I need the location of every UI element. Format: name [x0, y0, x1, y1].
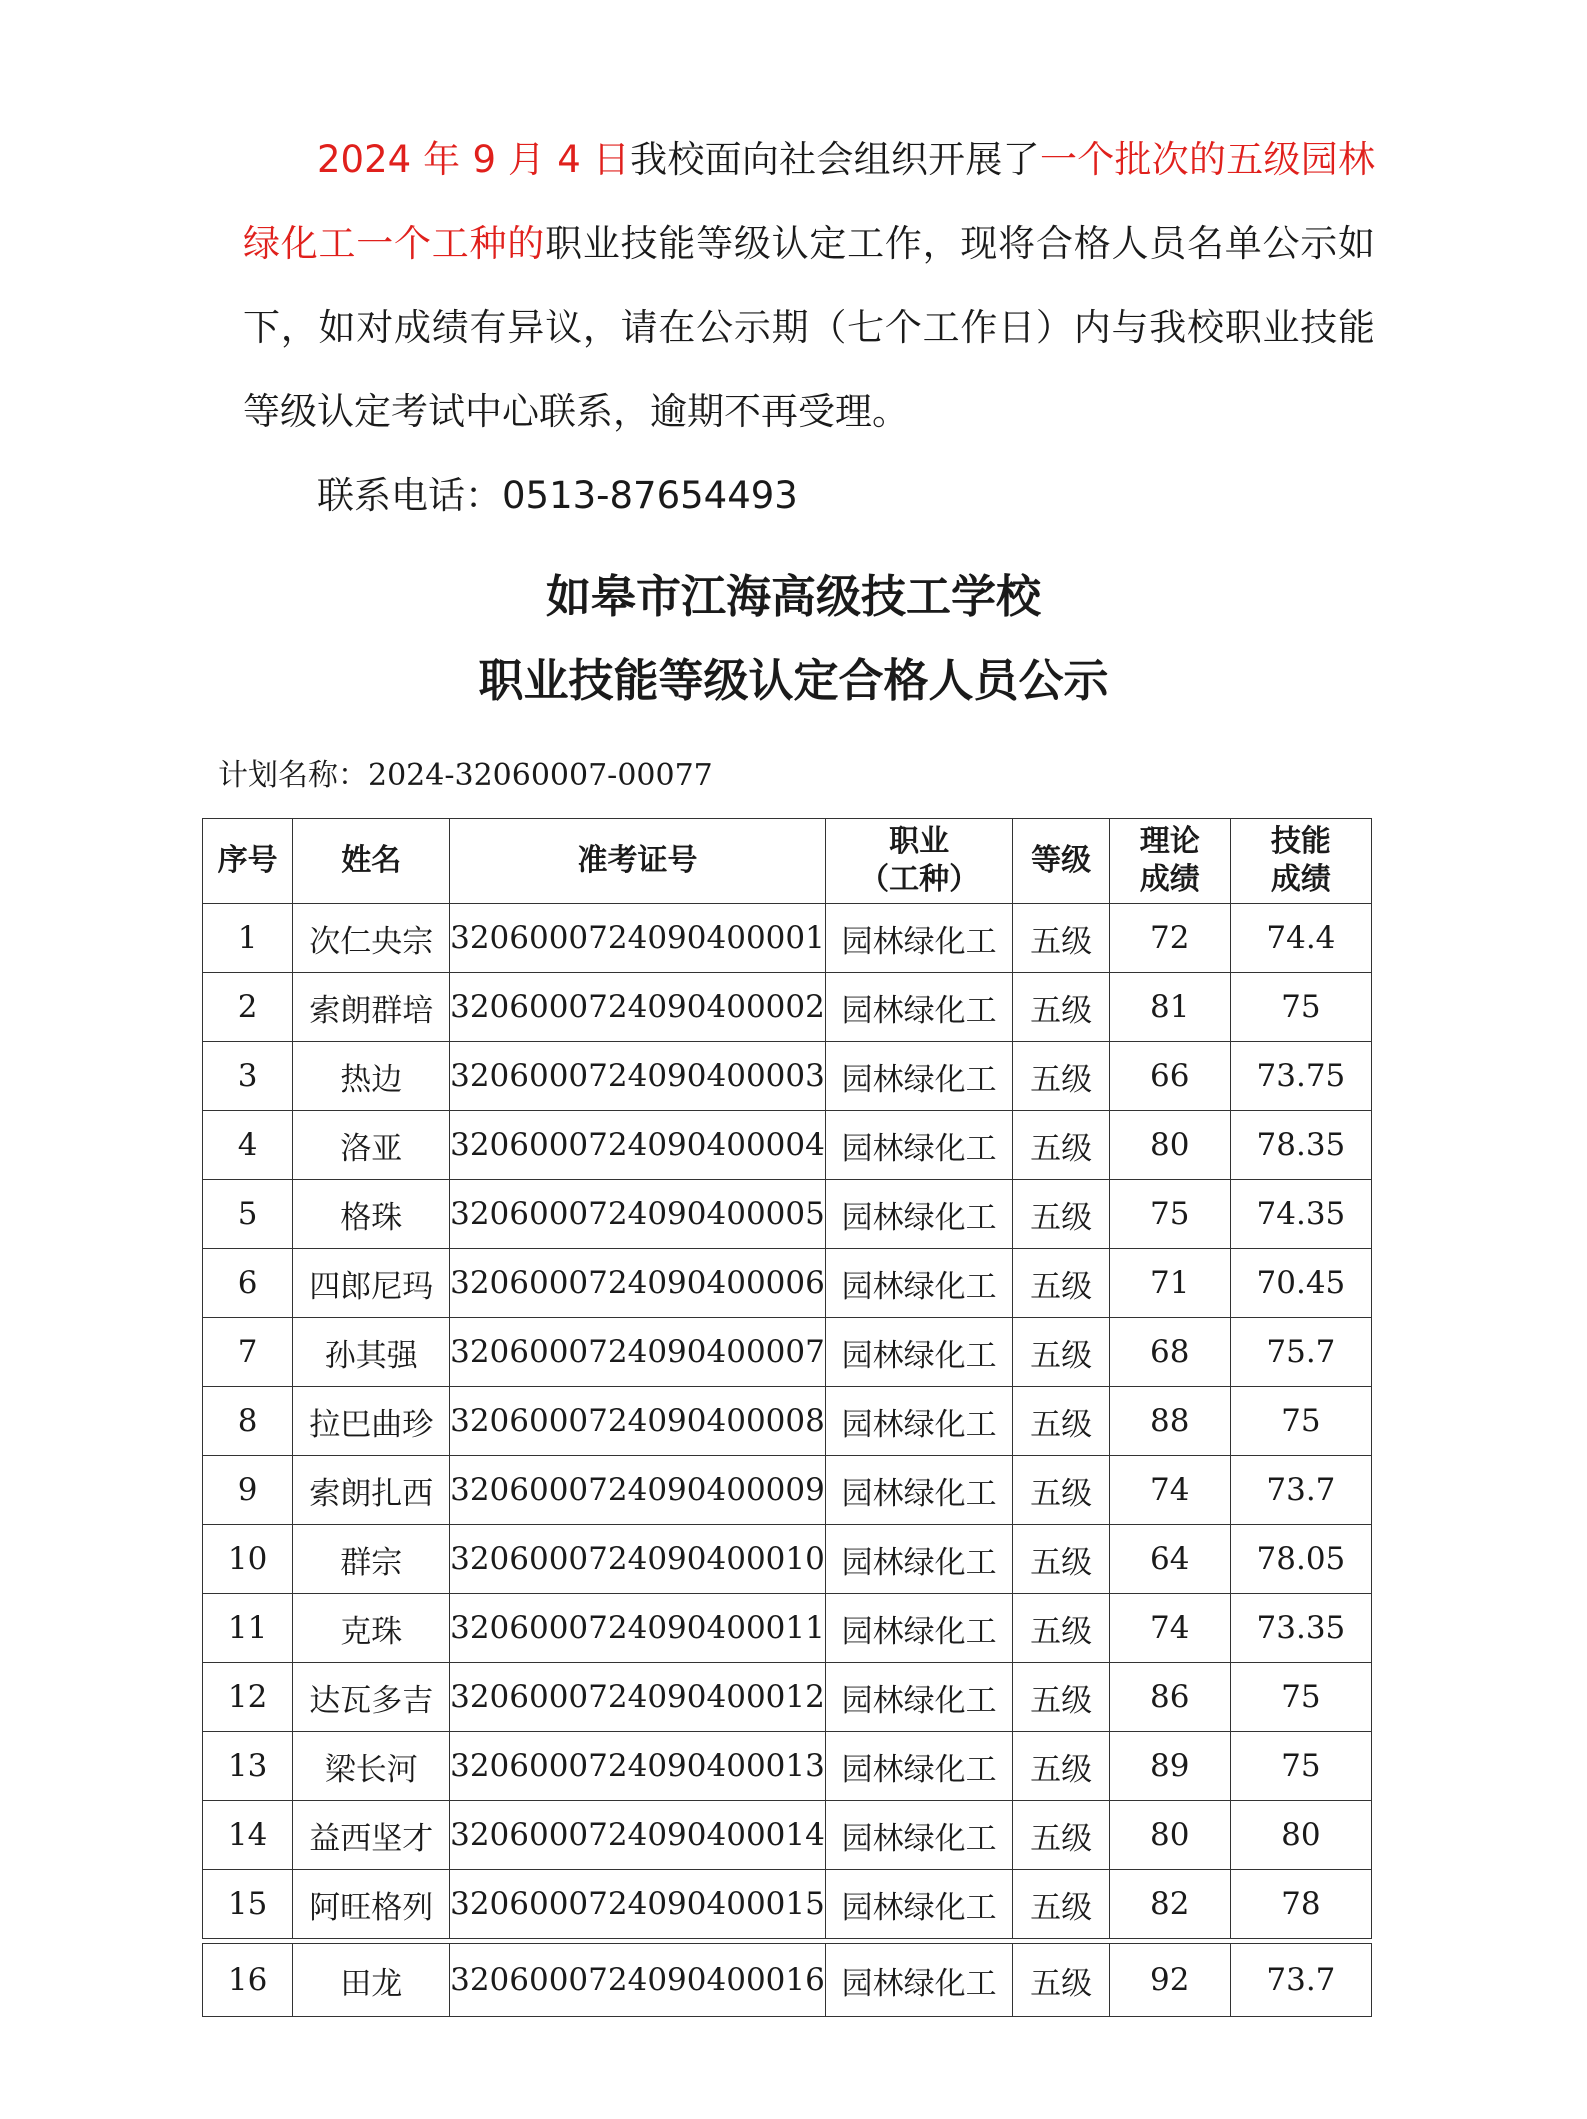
- cell-job: 园林绿化工: [825, 1732, 1013, 1801]
- cell-name: 克珠: [293, 1594, 450, 1663]
- cell-seq: 15: [203, 1870, 293, 1939]
- cell-ticket: 3206000724090400016: [450, 1944, 826, 2017]
- contact-phone: 0513-87654493: [502, 474, 798, 517]
- cell-level: 五级: [1013, 1318, 1109, 1387]
- cell-name: 热边: [293, 1042, 450, 1111]
- cell-job: 园林绿化工: [825, 904, 1013, 973]
- contact-line: [243, 454, 1375, 538]
- cell-ticket: 3206000724090400009: [450, 1456, 826, 1525]
- cell-seq: 4: [203, 1111, 293, 1180]
- table-row: [203, 904, 1372, 973]
- cell-ticket: 3206000724090400012: [450, 1663, 826, 1732]
- contact-label: 联系电话：: [317, 474, 502, 517]
- cell-job: 园林绿化工: [825, 1944, 1013, 2017]
- table-row: [203, 1594, 1372, 1663]
- cell-level: 五级: [1013, 1801, 1109, 1870]
- table-row: [203, 1456, 1372, 1525]
- table-row: [203, 1111, 1372, 1180]
- cell-ticket: 3206000724090400007: [450, 1318, 826, 1387]
- cell-seq: 2: [203, 973, 293, 1042]
- cell-level: 五级: [1013, 1042, 1109, 1111]
- cell-skill: 73.35: [1230, 1594, 1371, 1663]
- cell-ticket: 3206000724090400006: [450, 1249, 826, 1318]
- cell-job: 园林绿化工: [825, 1180, 1013, 1249]
- cell-name: 群宗: [293, 1525, 450, 1594]
- cell-level: 五级: [1013, 1870, 1109, 1939]
- cell-theory: 72: [1109, 904, 1230, 973]
- header-skill-line2: 成绩: [1270, 862, 1331, 897]
- table-row: [203, 1525, 1372, 1594]
- table-row: [203, 973, 1372, 1042]
- cell-theory: 81: [1109, 973, 1230, 1042]
- cell-ticket: 3206000724090400015: [450, 1870, 826, 1939]
- cell-skill: 75: [1230, 1732, 1371, 1801]
- cell-skill: 75.7: [1230, 1318, 1371, 1387]
- table-row: [203, 1801, 1372, 1870]
- cell-level: 五级: [1013, 1180, 1109, 1249]
- cell-theory: 86: [1109, 1663, 1230, 1732]
- cell-seq: 5: [203, 1180, 293, 1249]
- header-job-line2: （工种）: [859, 862, 980, 897]
- cell-job: 园林绿化工: [825, 1801, 1013, 1870]
- plan-name: 计划名称：2024-32060007-00077: [218, 758, 713, 793]
- notice-text-part-2: 职业技能等级认定工作，现将合格人员名单公示如下，如对成绩有异议，请在公示期（七个工作日）内与我校职业技能等级认定考试中心联系，逾期不再受理。: [243, 222, 1376, 433]
- table-row: [203, 1318, 1372, 1387]
- cell-skill: 78.05: [1230, 1525, 1371, 1594]
- cell-seq: 11: [203, 1594, 293, 1663]
- cell-skill: 74.4: [1230, 904, 1371, 973]
- table-row: [203, 1870, 1372, 1939]
- cell-job: 园林绿化工: [825, 1663, 1013, 1732]
- header-seq: 序号: [203, 819, 293, 904]
- cell-theory: 92: [1109, 1944, 1230, 2017]
- cell-job: 园林绿化工: [825, 1249, 1013, 1318]
- cell-level: 五级: [1013, 904, 1109, 973]
- cell-name: 梁长河: [293, 1732, 450, 1801]
- cell-name: 阿旺格列: [293, 1870, 450, 1939]
- cell-theory: 80: [1109, 1111, 1230, 1180]
- cell-level: 五级: [1013, 1732, 1109, 1801]
- cell-ticket: 3206000724090400013: [450, 1732, 826, 1801]
- cell-seq: 14: [203, 1801, 293, 1870]
- cell-job: 园林绿化工: [825, 1318, 1013, 1387]
- cell-level: 五级: [1013, 1249, 1109, 1318]
- cell-name: 拉巴曲珍: [293, 1387, 450, 1456]
- header-theory: [1109, 819, 1230, 904]
- cell-level: 五级: [1013, 1387, 1109, 1456]
- cell-name: 次仁央宗: [293, 904, 450, 973]
- table-row: [203, 1663, 1372, 1732]
- cell-skill: 73.7: [1230, 1944, 1371, 2017]
- header-theory-line2: 成绩: [1139, 862, 1200, 897]
- cell-name: 达瓦多吉: [293, 1663, 450, 1732]
- cell-skill: 80: [1230, 1801, 1371, 1870]
- cell-skill: 70.45: [1230, 1249, 1371, 1318]
- table-header-row: [203, 819, 1372, 904]
- header-skill-line1: 技能: [1270, 824, 1331, 859]
- cell-ticket: 3206000724090400011: [450, 1594, 826, 1663]
- notice-paragraph: [243, 118, 1375, 454]
- cell-level: 五级: [1013, 1663, 1109, 1732]
- cell-theory: 68: [1109, 1318, 1230, 1387]
- cell-seq: 3: [203, 1042, 293, 1111]
- cell-skill: 75: [1230, 1663, 1371, 1732]
- cell-theory: 74: [1109, 1594, 1230, 1663]
- table-row: [203, 1944, 1372, 2017]
- cell-level: 五级: [1013, 973, 1109, 1042]
- cell-skill: 78.35: [1230, 1111, 1371, 1180]
- cell-seq: 8: [203, 1387, 293, 1456]
- cell-job: 园林绿化工: [825, 1594, 1013, 1663]
- cell-level: 五级: [1013, 1456, 1109, 1525]
- cell-name: 益西坚才: [293, 1801, 450, 1870]
- cell-ticket: 3206000724090400001: [450, 904, 826, 973]
- cell-job: 园林绿化工: [825, 1042, 1013, 1111]
- table-row: [203, 1042, 1372, 1111]
- header-level: 等级: [1013, 819, 1109, 904]
- cell-level: 五级: [1013, 1525, 1109, 1594]
- cell-name: 索朗扎西: [293, 1456, 450, 1525]
- cell-ticket: 3206000724090400002: [450, 973, 826, 1042]
- notice-title: 职业技能等级认定合格人员公示: [478, 654, 1109, 707]
- notice-text-part-1: 我校面向社会组织开展了: [630, 138, 1040, 181]
- cell-ticket: 3206000724090400014: [450, 1801, 826, 1870]
- cell-seq: 13: [203, 1732, 293, 1801]
- cell-seq: 7: [203, 1318, 293, 1387]
- header-job-line1: 职业: [889, 824, 950, 859]
- cell-ticket: 3206000724090400010: [450, 1525, 826, 1594]
- cell-name: 孙其强: [293, 1318, 450, 1387]
- table-row: [203, 1249, 1372, 1318]
- cell-job: 园林绿化工: [825, 1456, 1013, 1525]
- cell-theory: 82: [1109, 1870, 1230, 1939]
- header-skill: [1230, 819, 1371, 904]
- cell-skill: 75: [1230, 973, 1371, 1042]
- cell-level: 五级: [1013, 1944, 1109, 2017]
- header-name: 姓名: [293, 819, 450, 904]
- header-ticket: 准考证号: [450, 819, 826, 904]
- cell-level: 五级: [1013, 1594, 1109, 1663]
- cell-job: 园林绿化工: [825, 1111, 1013, 1180]
- cell-theory: 66: [1109, 1042, 1230, 1111]
- cell-name: 索朗群培: [293, 973, 450, 1042]
- cell-theory: 75: [1109, 1180, 1230, 1249]
- cell-seq: 12: [203, 1663, 293, 1732]
- cell-skill: 78: [1230, 1870, 1371, 1939]
- cell-skill: 73.7: [1230, 1456, 1371, 1525]
- cell-name: 格珠: [293, 1180, 450, 1249]
- notice-text: [243, 118, 1375, 538]
- cell-job: 园林绿化工: [825, 973, 1013, 1042]
- exam-date: 2024 年 9 月 4 日: [317, 138, 631, 181]
- batch-description: 一个批次的五级园林绿化工一个工种的: [243, 138, 1375, 265]
- cell-skill: 73.75: [1230, 1042, 1371, 1111]
- header-theory-line1: 理论: [1139, 824, 1200, 859]
- cell-theory: 64: [1109, 1525, 1230, 1594]
- cell-theory: 89: [1109, 1732, 1230, 1801]
- cell-ticket: 3206000724090400005: [450, 1180, 826, 1249]
- table-row: [203, 1387, 1372, 1456]
- cell-name: 洛亚: [293, 1111, 450, 1180]
- cell-ticket: 3206000724090400004: [450, 1111, 826, 1180]
- cell-job: 园林绿化工: [825, 1387, 1013, 1456]
- cell-seq: 9: [203, 1456, 293, 1525]
- cell-job: 园林绿化工: [825, 1870, 1013, 1939]
- cell-name: 田龙: [293, 1944, 450, 2017]
- cell-theory: 74: [1109, 1456, 1230, 1525]
- cell-skill: 74.35: [1230, 1180, 1371, 1249]
- cell-seq: 16: [203, 1944, 293, 2017]
- header-job: [825, 819, 1013, 904]
- cell-seq: 10: [203, 1525, 293, 1594]
- cell-skill: 75: [1230, 1387, 1371, 1456]
- cell-theory: 88: [1109, 1387, 1230, 1456]
- qualified-roster-table: [202, 818, 1372, 2017]
- cell-ticket: 3206000724090400003: [450, 1042, 826, 1111]
- cell-name: 四郎尼玛: [293, 1249, 450, 1318]
- cell-ticket: 3206000724090400008: [450, 1387, 826, 1456]
- cell-seq: 1: [203, 904, 293, 973]
- cell-job: 园林绿化工: [825, 1525, 1013, 1594]
- cell-theory: 71: [1109, 1249, 1230, 1318]
- school-title: 如皋市江海高级技工学校: [545, 570, 1041, 623]
- cell-level: 五级: [1013, 1111, 1109, 1180]
- cell-theory: 80: [1109, 1801, 1230, 1870]
- table-row: [203, 1732, 1372, 1801]
- table-row: [203, 1180, 1372, 1249]
- cell-seq: 6: [203, 1249, 293, 1318]
